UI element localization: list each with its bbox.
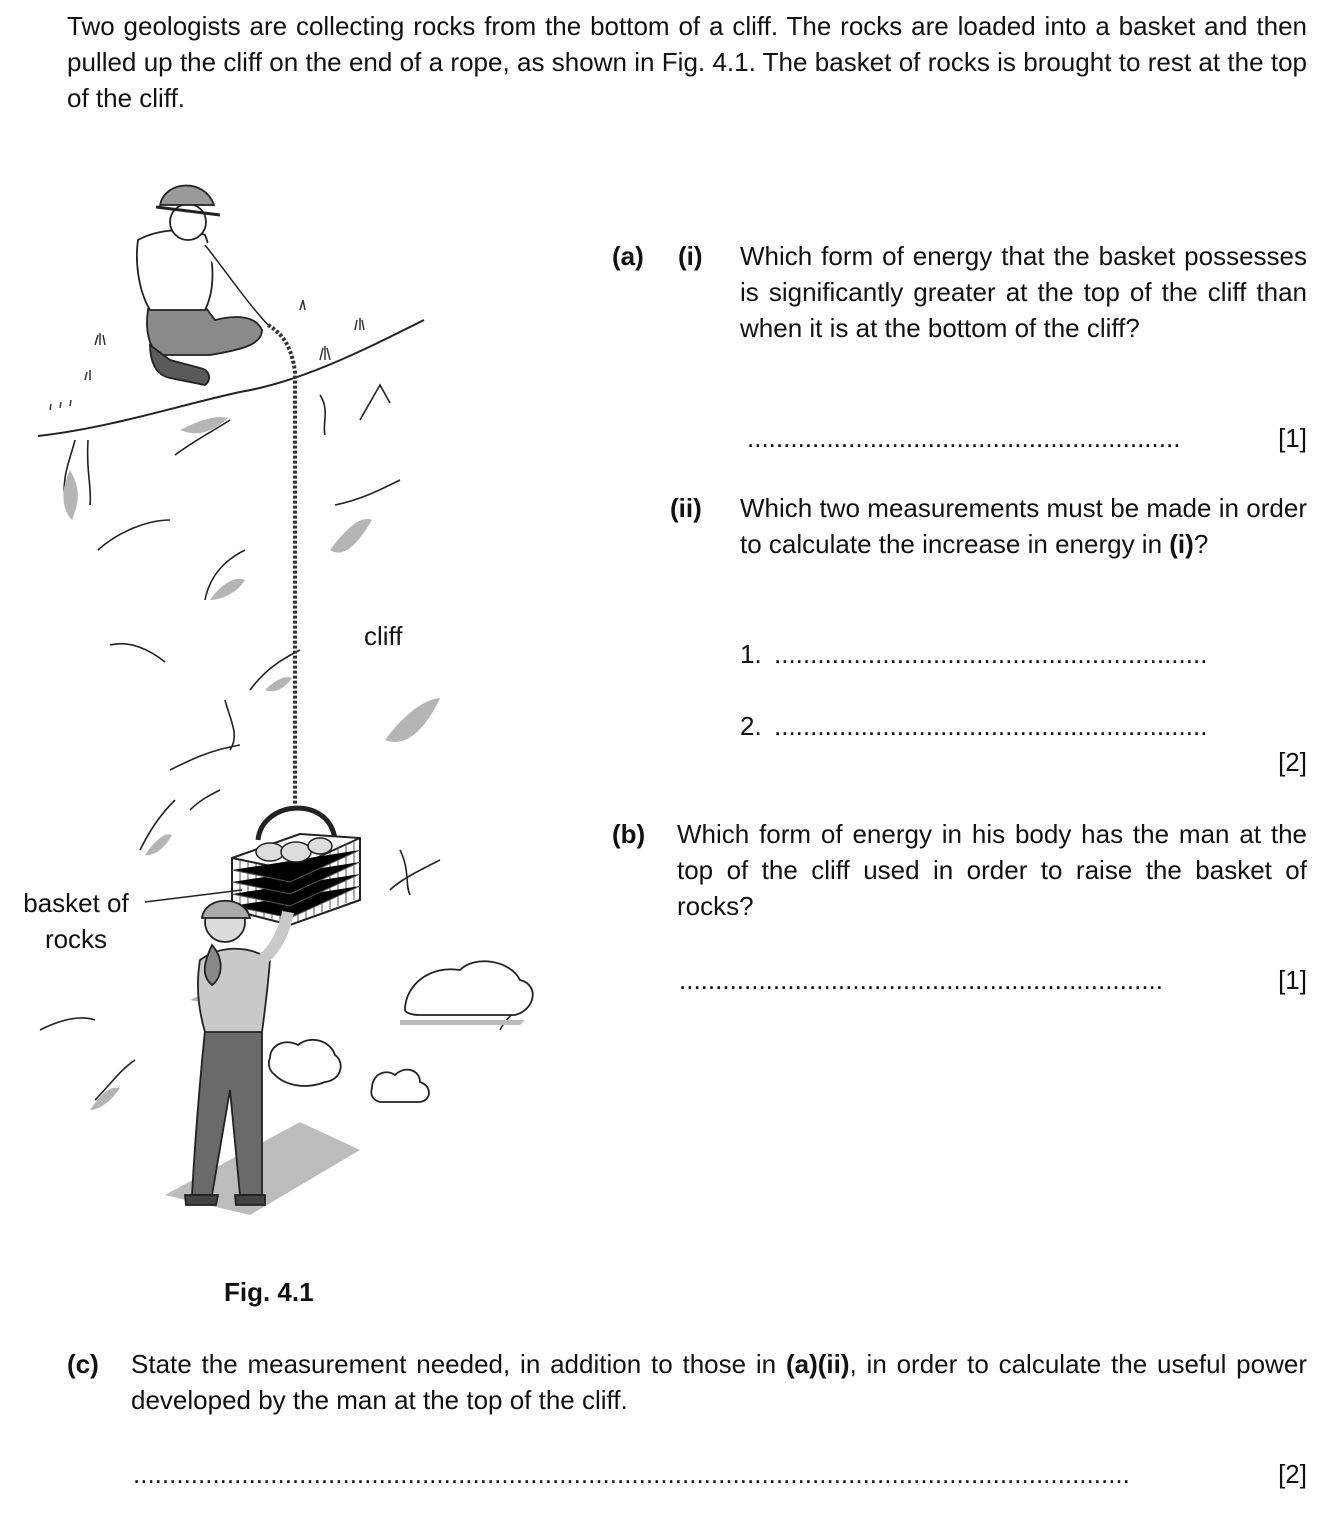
ground-rocks: [269, 961, 533, 1102]
man-at-top: [137, 185, 268, 385]
part-a-ii-answer-line-2[interactable]: ............................................................: [774, 711, 1208, 741]
part-a-ii-question: [740, 490, 1307, 562]
part-c-label: (c): [67, 1349, 99, 1379]
answer-number-1: 1.: [740, 639, 762, 669]
part-a-ii-text-end: ?: [1193, 529, 1209, 559]
part-b-answer-row: [679, 962, 1307, 998]
part-c-marks: [2]: [1278, 1459, 1307, 1489]
intro-paragraph: Two geologists are collecting rocks from the bottom of a cliff. The rocks are loaded into a basket and then pulled up the cliff on the end of a rope, as shown in Fig. 4.1. The basket of rocks is brought to rest at the top of the cliff.: [67, 11, 1307, 113]
part-a-ii-answer-row-1: [740, 636, 1307, 672]
basket-label-line2: rocks: [44, 924, 108, 954]
rope: [268, 325, 295, 805]
part-a-i-marks: [1]: [1278, 423, 1307, 453]
part-b-answer-line[interactable]: ...................................................................: [679, 965, 1163, 995]
figure-caption: Fig. 4.1: [224, 1277, 314, 1307]
part-b-label: (b): [612, 819, 646, 849]
part-a-ii-marks: [2]: [1278, 747, 1307, 777]
part-c-text: State the measurement needed, in addition to those in: [131, 1349, 786, 1379]
part-a-i-answer-row: [747, 420, 1307, 456]
answer-number-2: 2.: [740, 711, 762, 741]
part-a-label: (a): [612, 241, 644, 271]
part-a-ii-ref: (i): [1169, 529, 1194, 559]
part-c-ref: (a)(ii): [785, 1349, 850, 1379]
basket-label-line1: basket of: [23, 888, 129, 918]
part-b-marks: [1]: [1278, 965, 1307, 995]
part-c-question: [131, 1346, 1307, 1418]
part-a-ii-text: Which two measurements must be made in order to calculate the increase in energy in: [740, 493, 1307, 559]
part-a-ii-label: (ii): [670, 493, 702, 523]
basket-label: [14, 885, 138, 957]
part-c-answer-row: [133, 1456, 1307, 1492]
part-b-question: Which form of energy in his body has the man at the top of the cliff used in order to raise the basket of rocks?: [677, 819, 1307, 921]
part-a-ii-answer-row-2: [740, 708, 1307, 744]
part-a-ii-answer-line-1[interactable]: ............................................................: [774, 639, 1208, 669]
part-a-i-label: (i): [678, 241, 703, 271]
cliff-label: cliff: [364, 621, 403, 651]
cliff-illustration: [0, 150, 600, 1325]
part-c-answer-line[interactable]: ..........................................................................................................................................: [133, 1459, 1130, 1489]
part-a-i-answer-line[interactable]: ............................................................: [747, 423, 1181, 453]
part-a-i-question: Which form of energy that the basket possesses is significantly greater at the top of the cliff than when it is at the bottom of the cliff?: [740, 241, 1307, 343]
part-c-text-end: , in order to calculate the useful power developed by the man at the top of the cliff.: [131, 1349, 1307, 1415]
